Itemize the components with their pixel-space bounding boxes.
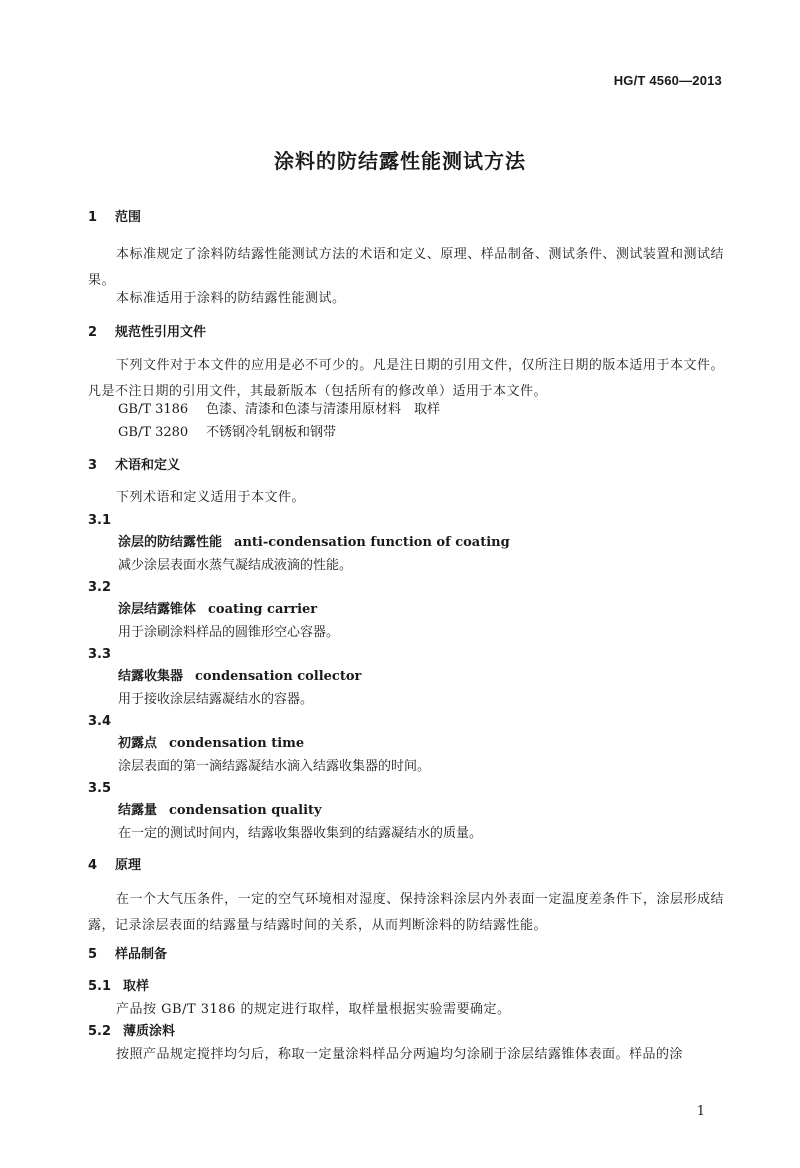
term-definition: 减少涂层表面水蒸气凝结成液滴的性能。 bbox=[118, 558, 353, 573]
term-number: 3.5 bbox=[88, 781, 112, 796]
section-heading-4: 4 原理 bbox=[88, 858, 142, 873]
subsection-heading-5-2: 5.2 薄质涂料 bbox=[88, 1024, 176, 1039]
paragraph-sampling: 产品按 GB/T 3186 的规定进行取样，取样量根据实验需要确定。 bbox=[116, 1002, 511, 1017]
term-definition: 用于接收涂层结露凝结水的容器。 bbox=[118, 692, 314, 707]
paragraph-thin-coating: 按照产品规定搅拌均匀后，称取一定量涂料样品分两遍均匀涂刷于涂层结露锥体表面。样品的涂 bbox=[116, 1047, 684, 1062]
term-number: 3.3 bbox=[88, 647, 112, 662]
term-heading: 涂层的防结露性能 anti-condensation function of coating bbox=[118, 535, 510, 550]
term-definition: 涂层表面的第一滴结露凝结水滴入结露收集器的时间。 bbox=[118, 759, 431, 774]
term-number: 3.1 bbox=[88, 513, 112, 528]
term-definition: 在一定的测试时间内，结露收集器收集到的结露凝结水的质量。 bbox=[118, 826, 483, 841]
reference-item: GB/T 3280 不锈钢冷轧钢板和钢带 bbox=[118, 425, 337, 440]
paragraph-scope-2: 本标准适用于涂料的防结露性能测试。 bbox=[116, 291, 346, 306]
term-heading: 结露量 condensation quality bbox=[118, 803, 322, 818]
reference-item: GB/T 3186 色漆、清漆和色漆与清漆用原材料 取样 bbox=[118, 402, 441, 417]
term-heading: 涂层结露锥体 coating carrier bbox=[118, 602, 318, 617]
paragraph-principle: 在一个大气压条件，一定的空气环境相对湿度、保持涂料涂层内外表面一定温度差条件下，涂层形成结露，记录涂层表面的结露量与结露时间的关系，从而判断涂料的防结露性能。 bbox=[88, 892, 724, 933]
subsection-heading-5-1: 5.1 取样 bbox=[88, 979, 150, 994]
section-heading-3: 3 术语和定义 bbox=[88, 458, 181, 473]
term-definition: 用于涂刷涂料样品的圆锥形空心容器。 bbox=[118, 625, 340, 640]
document-code: HG/T 4560—2013 bbox=[613, 73, 722, 88]
term-number: 3.2 bbox=[88, 580, 112, 595]
section-heading-2: 2 规范性引用文件 bbox=[88, 325, 207, 340]
term-number: 3.4 bbox=[88, 714, 112, 729]
section-heading-1: 1 范围 bbox=[88, 210, 142, 225]
section-heading-5: 5 样品制备 bbox=[88, 947, 168, 962]
page-number: 1 bbox=[696, 1104, 705, 1119]
term-heading: 结露收集器 condensation collector bbox=[118, 669, 362, 684]
paragraph-normative-1: 下列文件对于本文件的应用是必不可少的。凡是注日期的引用文件，仅所注日期的版本适用于本文件。凡是不注日期的引用文件，其最新版本（包括所有的修改单）适用于本文件。 bbox=[88, 358, 724, 399]
term-heading: 初露点 condensation time bbox=[118, 736, 305, 751]
paragraph-scope-1: 本标准规定了涂料防结露性能测试方法的术语和定义、原理、样品制备、测试条件、测试装置和测试结果。 bbox=[88, 247, 724, 288]
paragraph-terms-intro: 下列术语和定义适用于本文件。 bbox=[116, 490, 306, 505]
document-title: 涂料的防结露性能测试方法 bbox=[274, 149, 526, 173]
